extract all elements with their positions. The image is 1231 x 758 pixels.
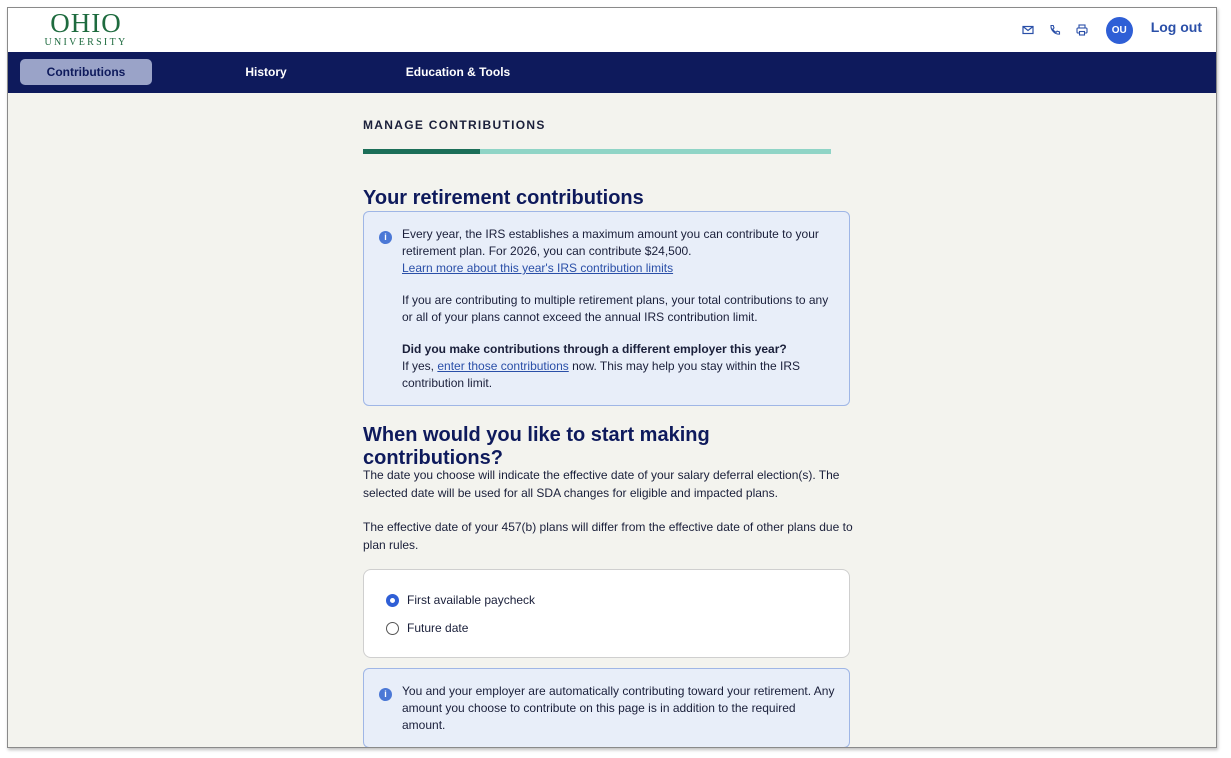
progress-bar-fill [363,149,480,154]
different-employer-question: Did you make contributions through a different employer this year? [402,342,787,356]
header-actions [1021,17,1202,43]
print-icon[interactable] [1075,23,1089,37]
radio-label: Future date [407,621,469,635]
main-nav [8,52,1216,93]
radio-button[interactable] [386,622,399,635]
nav-tab-education-tools[interactable]: Education & Tools [405,65,511,79]
radio-future-date[interactable] [386,621,468,635]
457b-plans-text: The effective date of your 457(b) plans will differ from the effective date of other plans due to plan rules. [363,520,853,552]
nav-tab-history[interactable]: History [245,65,287,79]
start-date-options [363,569,850,658]
irs-limit-text: Every year, the IRS establishes a maximum amount you can contribute to your retirement plan. For 2026, you can contribute $24,500. [402,227,819,258]
browser-frame [7,7,1217,748]
info-icon: i [379,688,392,701]
irs-limits-link[interactable]: Learn more about this year's IRS contribution limits [402,261,674,275]
section-title-start-contributions: When would you like to start making contributions? [363,424,710,469]
page-eyebrow: MANAGE CONTRIBUTIONS [363,118,546,132]
different-employer-text [402,358,837,392]
employer-contribution-text: You and your employer are automatically contributing toward your retirement. Any amount you choose to contribute on this page is in addition to the required amount. [402,684,835,732]
nav-tab-contributions[interactable]: Contributions [20,59,152,85]
logo-main-text: OHIO [50,8,122,38]
logout-link[interactable]: Log out [1150,19,1202,35]
effective-date-text: The date you choose will indicate the effective date of your salary deferral election(s). The selected date will be used for all SDA changes for eligible and impacted plans. [363,468,840,500]
text-fragment: If yes, [402,359,438,373]
text-fragment: now. This may help you stay within the IRS contribution limit. [402,359,800,390]
multiple-plans-text: If you are contributing to multiple retirement plans, your total contributions to any or all of your plans cannot exceed the annual IRS contribution limit. [402,293,829,324]
section-title-retirement-contributions: Your retirement contributions [363,187,644,209]
enter-contributions-link[interactable]: enter those contributions [437,359,569,373]
logo-sub-text: UNIVERSITY [44,37,128,48]
radio-first-available-paycheck[interactable] [386,593,535,607]
employer-contribution-info-box [363,668,850,748]
top-header [8,8,1216,52]
phone-icon[interactable] [1048,23,1062,37]
mail-icon[interactable] [1021,23,1035,37]
radio-label: First available paycheck [407,593,536,607]
irs-limit-info-box [363,211,850,406]
ohio-university-logo[interactable] [36,10,136,48]
info-icon: i [379,231,392,244]
info-text-block [402,226,837,392]
avatar[interactable]: OU [1106,17,1133,44]
radio-button-selected[interactable] [386,594,399,607]
progress-bar [363,149,831,154]
